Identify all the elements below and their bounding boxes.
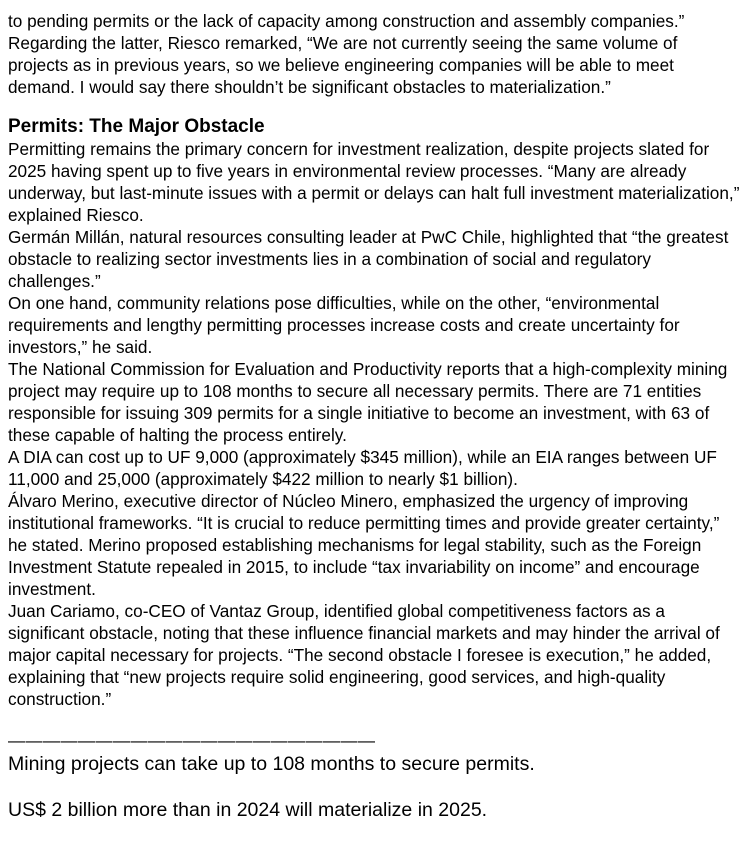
article-body	[8, 10, 740, 822]
section-paragraph-2: Germán Millán, natural resources consulting leader at PwC Chile, highlighted that “the greatest obstacle to realizing sector investments lies in a combination of social and regulatory challenges.”	[8, 227, 729, 291]
spacer	[8, 776, 740, 798]
intro-paragraph-2: Regarding the latter, Riesco remarked, “We are not currently seeing the same volume of projects as in previous years, so we believe engineering companies will be able to meet demand. I would say there shouldn’t be significant obstacles to materialization.”	[8, 33, 678, 97]
section-paragraph-1: Permitting remains the primary concern for investment realization, despite projects slated for 2025 having spent up to five years in environmental review processes. “Many are already underway, but last-minute issues with a permit or delays can halt full investment materialization,” explained Riesco.	[8, 139, 740, 225]
spacer	[8, 98, 740, 116]
section-paragraph-5: A DIA can cost up to UF 9,000 (approximately $345 million), while an EIA ranges between UF 11,000 and 25,000 (approximately $422 million to nearly $1 billion).	[8, 447, 717, 489]
callout-investment: US$ 2 billion more than in 2024 will materialize in 2025.	[8, 799, 488, 821]
section-paragraph-4: The National Commission for Evaluation and Productivity reports that a high-complexity mining project may require up to 108 months to secure all necessary permits. There are 71 entities responsible for issuing 309 permits for a single initiative to become an investment, with 63 of these capable of halting the process entirely.	[8, 359, 728, 445]
section-paragraph-6: Álvaro Merino, executive director of Núcleo Minero, emphasized the urgency of improving institutional frameworks. “It is crucial to reduce permitting times and provide greater certainty,” he stated. Merino proposed establishing mechanisms for legal stability, such as the Foreign Investment Statute repealed in 2015, to include “tax invariability on income” and encourage investment.	[8, 491, 720, 599]
callout-permit-time: Mining projects can take up to 108 months to secure permits.	[8, 753, 535, 775]
spacer	[8, 710, 740, 730]
divider-line: —————————————————————	[8, 731, 376, 750]
section-paragraph-7: Juan Cariamo, co-CEO of Vantaz Group, identified global competitiveness factors as a significant obstacle, noting that these influence financial markets and may hinder the arrival of major capital necessary for projects. “The second obstacle I foresee is execution,” he added, explaining that “new projects require solid engineering, good services, and high-quality construction.”	[8, 601, 720, 709]
section-heading: Permits: The Major Obstacle	[8, 116, 265, 137]
section-paragraph-3: On one hand, community relations pose difficulties, while on the other, “environmental requirements and lengthy permitting processes increase costs and create uncertainty for investors,” he said.	[8, 293, 680, 357]
intro-paragraph-1: to pending permits or the lack of capacity among construction and assembly companies.”	[8, 11, 685, 31]
